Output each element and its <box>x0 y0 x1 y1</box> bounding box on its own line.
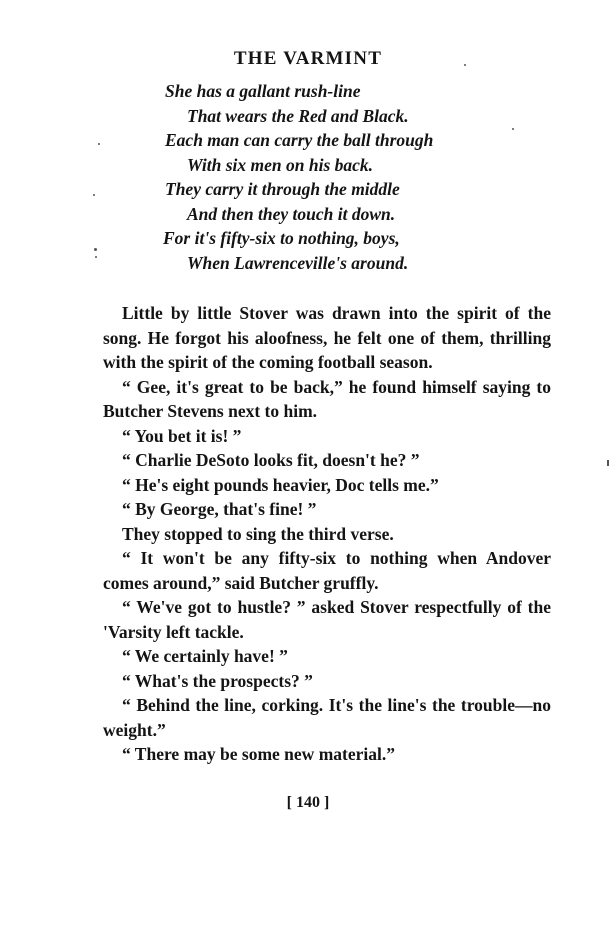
scan-speck <box>464 64 466 66</box>
scan-speck <box>93 194 95 196</box>
page-number: [ 140 ] <box>286 794 330 811</box>
paragraph: Little by little Stover was drawn into the spirit of the song. He forgot his aloofness, he felt one of them, thrilling with the spirit of the coming football season. <box>103 303 551 372</box>
scan-speck <box>94 248 97 251</box>
paragraph: “ We certainly have! ” <box>122 646 288 666</box>
verse-line: And then they touch it down. <box>187 203 396 224</box>
running-title: THE VARMINT <box>233 48 383 69</box>
prose-body <box>103 301 551 767</box>
scan-speck <box>512 128 514 130</box>
paragraph: “ Behind the line, corking. It's the line's the trouble—no weight.” <box>103 695 551 740</box>
verse-line: They carry it through the middle <box>165 179 400 199</box>
verse-line: She has a gallant rush-line <box>165 81 361 101</box>
paragraph: “ We've got to hustle? ” asked Stover respectfully of the 'Varsity left tackle. <box>103 597 551 642</box>
paragraph: “ It won't be any fifty-six to nothing when Andover comes around,” said Butcher gruffly. <box>103 548 551 593</box>
paragraph: “ Charlie DeSoto looks fit, doesn't he? ” <box>122 450 420 470</box>
verse-line: When Lawrenceville's around. <box>187 252 409 273</box>
paragraph: They stopped to sing the third verse. <box>122 523 394 544</box>
paragraph: “ By George, that's fine! ” <box>122 499 317 519</box>
verse-line: That wears the Red and Black. <box>187 105 409 126</box>
paragraph: “ There may be some new material.” <box>122 744 395 764</box>
verse-line: For it's fifty-six to nothing, boys, <box>163 228 400 248</box>
paragraph: “ You bet it is! ” <box>122 425 242 446</box>
scan-speck <box>607 460 609 466</box>
scan-speck <box>95 256 97 258</box>
verse-line: Each man can carry the ball through <box>165 130 434 150</box>
verse-line: With six men on his back. <box>187 154 374 175</box>
paragraph: “ What's the prospects? ” <box>122 670 313 691</box>
paragraph: “ Gee, it's great to be back,” he found himself saying to Butcher Stevens next to him. <box>103 376 551 421</box>
paragraph: “ He's eight pounds heavier, Doc tells me.” <box>122 474 439 495</box>
scan-speck <box>98 143 100 145</box>
